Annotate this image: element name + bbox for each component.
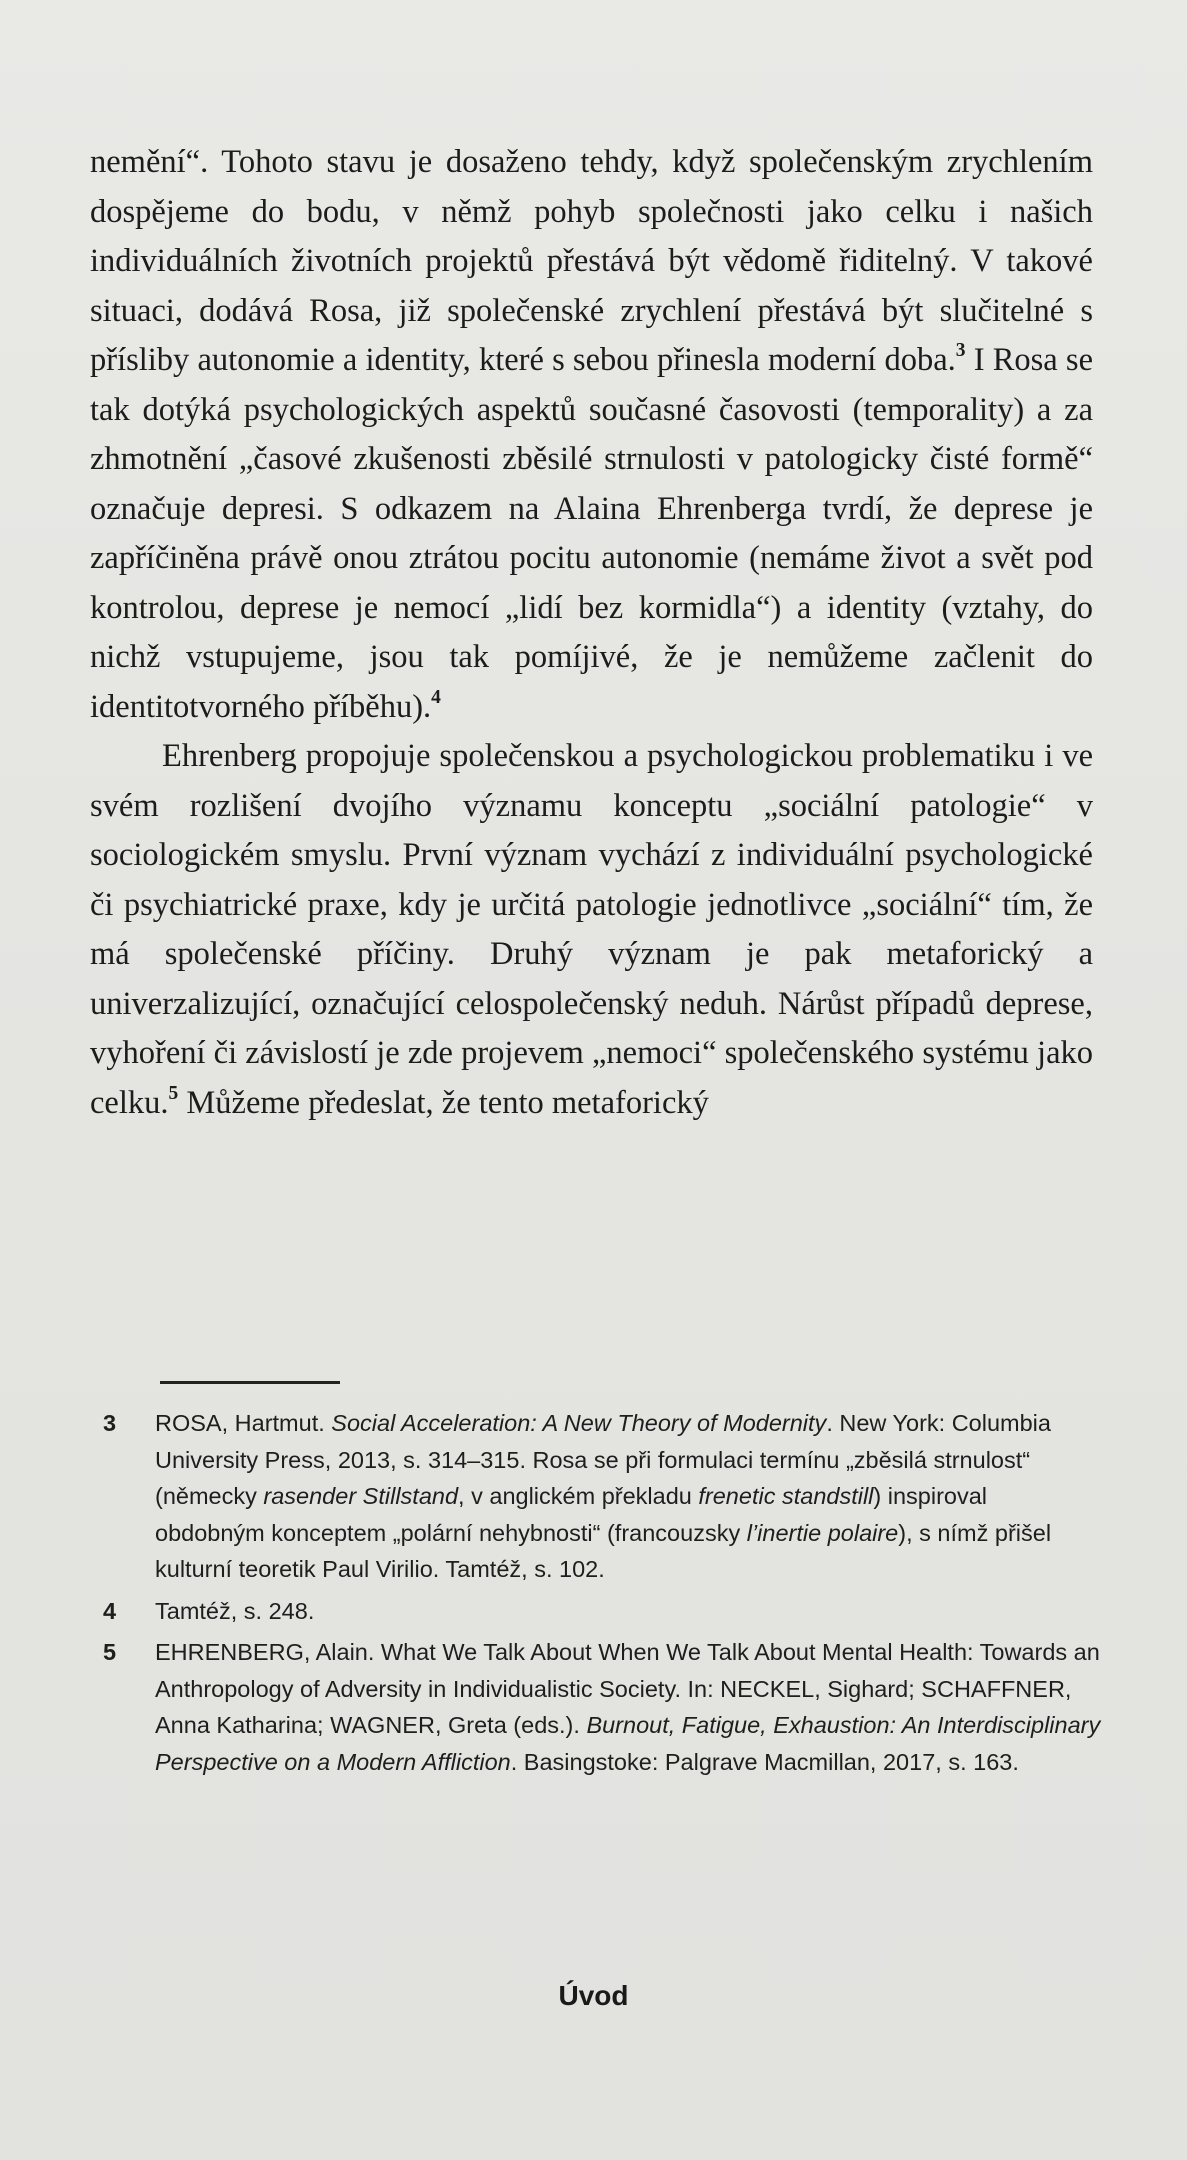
footnote-4 (103, 1593, 1103, 1630)
paragraph-1: nemění“. Tohoto stavu je dosaženo tehdy, když společenským zrychlením dospějeme do bodu, v němž pohyb společnosti jako celku i našich individuálních životních projektů přestává být vědomě řiditelný. V takové situaci, dodává Rosa, již společenské zrychlení přestává být slučitelné s přísliby autonomie a identity, které s sebou přinesla moderní doba.$^3$ I Rosa se tak dotýká psychologických aspektů současné časovosti (temporality) a za zhmotnění „časové zkušenosti zběsilé strnulosti v patologicky čisté formě“ označuje depresi. S odkazem na Alaina Ehrenberga tvrdí, že deprese je zapříčiněna právě onou ztrátou pocitu autonomie (nemáme život a svět pod kontrolou, deprese je nemocí „lidí bez kormidla“) a identity (vztahy, do nichž vstupujeme, jsou tak pomíjivé, že je nemůžeme začlenit do identitotvorného příběhu).$^4$ (90, 144, 1093, 725)
footnote-text: EHRENBERG, Alain. What We Talk About When We Talk About Mental Health: Towards an Anthropology of Adversity in Individualistic Society. In: NECKEL, Sighard; SCHAFFNER, Anna Katharina; WAGNER, Greta (eds.). Burnout, Fatigue, Exhaustion: An Interdisciplinary Perspective on a Modern Affliction. Basingstoke: Palgrave Macmillan, 2017, s. 163. (155, 1639, 1101, 1775)
paragraph-2: Ehrenberg propojuje společenskou a psychologickou problematiku i ve svém rozlišení dvojího významu konceptu „sociální patologie“ v sociologickém smyslu. První význam vychází z individuální psychologické či psychiatrické praxe, kdy je určitá patologie jednotlivce „sociální“ tím, že má společenské příčiny. Druhý význam je pak metaforický a univerzalizující, označující celospolečenský neduh. Nárůst případů deprese, vyhoření či závislostí je zde projevem „nemoci“ společenského systému jako celku.$^5$ Můžeme předeslat, že tento metaforický (90, 738, 1093, 1121)
footnote-text: ROSA, Hartmut. Social Acceleration: A New Theory of Modernity. New York: Columbia University Press, 2013, s. 314–315. Rosa se při formulaci termínu „zběsilá strnulost“ (německy rasender Stillstand, v anglickém překladu frenetic standstill) inspiroval obdobným konceptem „polární nehybnosti“ (francouzsky l’inertie polaire), s nímž přišel kulturní teoretik Paul Virilio. Tamtéž, s. 102. (155, 1410, 1052, 1582)
footnote-number: 4 (103, 1597, 117, 1624)
footnote-5 (103, 1634, 1103, 1780)
footnote-ref-5: 5 (168, 1082, 179, 1104)
main-text (90, 138, 1093, 1128)
footnote-divider (160, 1381, 340, 1384)
footnote-ref-4: 4 (431, 686, 441, 708)
footnotes (103, 1405, 1103, 1785)
footnote-3 (103, 1405, 1103, 1588)
footnote-number: 3 (103, 1410, 117, 1436)
running-footer: Úvod (558, 1980, 629, 2011)
footnote-ref-3: 3 (955, 340, 966, 362)
footnote-number: 5 (103, 1639, 117, 1665)
footnote-text: Tamtéž, s. 248. (155, 1597, 315, 1624)
